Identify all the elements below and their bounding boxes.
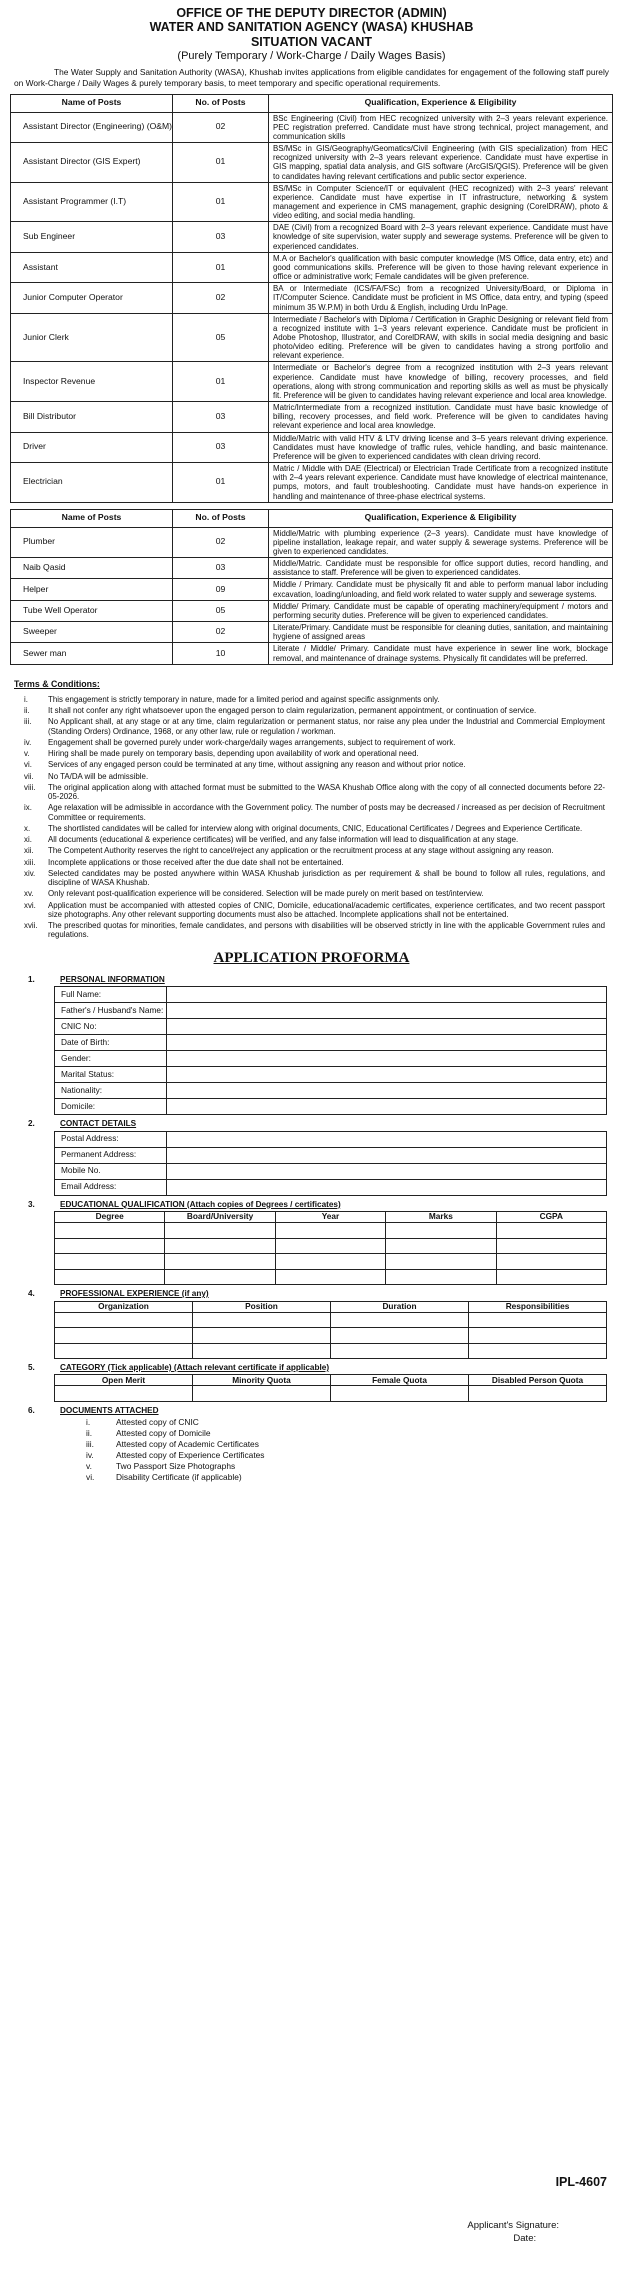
post-name: Helper [11,579,173,600]
grid-input-cell[interactable] [55,1386,193,1402]
table-row [11,222,613,252]
terms-item-number: xi. [24,835,32,845]
post-name: Tube Well Operator [11,600,173,621]
situation-vacant-title: SITUATION VACANT [250,34,373,49]
grid-input-cell[interactable] [193,1386,331,1402]
field-label: Gender: [55,1051,167,1067]
post-qualification: Literate / Middle/ Primary. Candidate must have experience in sewer line work, blockage removal, and maintenance of drainage systems. Physically fit candidates will be preferred. [269,643,613,664]
section-category [28,1363,607,1402]
post-count: 03 [173,222,269,252]
terms-item [10,717,613,736]
post-name: Sub Engineer [11,222,173,252]
table-row [11,463,613,503]
col-header-qualification: Qualification, Experience & Eligibility [269,94,613,112]
signature-label: Applicant's Signature: [467,2220,559,2231]
grid-column-header: Organization [55,1301,193,1312]
field-label: Full Name: [55,987,167,1003]
post-qualification: Matric / Middle with DAE (Electrical) or Electrician Trade Certificate from a recognized institute with 2–4 years relevant experience. Candidate must have knowledge of electrical maintenance, pumps, motors, and fault troubleshooting. Candidate must have hands-on experience in handling and maintenance of three-phase electrical systems. [269,463,613,503]
post-qualification: BA or Intermediate (ICS/FA/FSc) from a recognized University/Board, or Diploma in IT/Computer Science. Candidate must be proficient in MS Office, data entry, and typing (speed minimum 35 W.P.M) in both Urdu & English, including Urdu InPage. [269,283,613,313]
terms-item-number: xii. [24,846,34,856]
grid-column-header: Duration [331,1301,469,1312]
post-count: 01 [173,182,269,222]
section-title: DOCUMENTS ATTACHED [60,1405,159,1415]
form-row [55,987,607,1003]
intro-paragraph: The Water Supply and Sanitation Authority (WASA), Khushab invites applications from eligible candidates for engagement of the following staff purely on Work-Charge / Daily Wages & purely temporary basis, to meet temporary and specific operational requirements. [14,67,609,88]
terms-item [10,858,613,867]
post-qualification: BS/MSc in GIS/Geography/Geomatics/Civil Engineering (with GIS specialization) from HEC recognized university with 2–3 years relevant experience. Candidate must have expertise in GIS mapping, spatial data analysis, and GIS software (ArcGIS/QGIS). Preference will be given to candidates having relevant certifications and public sector experience. [269,143,613,183]
terms-item-number: iii. [24,717,32,727]
table-row [11,432,613,462]
field-label: Date of Birth: [55,1035,167,1051]
section-title: EDUCATIONAL QUALIFICATION (Attach copies of Degrees / certificates) [60,1199,341,1209]
terms-item-number: vii. [24,771,34,781]
grid-column-header: Position [193,1301,331,1312]
terms-item [10,824,613,833]
document-item-text: Attested copy of CNIC [116,1417,199,1428]
grid-input-cell[interactable] [55,1223,165,1239]
contact-details-table [54,1131,607,1196]
field-input[interactable] [167,1099,607,1115]
post-qualification: Matric/Intermediate from a recognized institution. Candidate must have basic knowledge of billing, recovery processes, and field work. Preference will be given to candidates having relevant experience and local area knowledge. [269,402,613,432]
field-label: Nationality: [55,1083,167,1099]
post-count: 02 [173,283,269,313]
post-count: 03 [173,558,269,579]
section-education [28,1200,607,1285]
personal-info-table [54,986,607,1115]
grid-input-cell[interactable] [386,1269,496,1285]
terms-item-text: Engagement shall be governed purely under work-charge/daily wages arrangements, subject to requirement of work. [48,737,456,747]
terms-item [10,772,613,781]
table-row [11,182,613,222]
post-name: Assistant Director (Engineering) (O&M) [11,112,173,142]
category-table [54,1374,607,1402]
section-number: 3. [28,1199,35,1209]
grid-input-cell[interactable] [386,1254,496,1270]
terms-item [10,738,613,747]
document-item-number: ii. [86,1428,93,1439]
terms-item [10,803,613,822]
document-item [86,1417,607,1428]
table-row [11,283,613,313]
grid-row [55,1254,607,1270]
grid-input-cell[interactable] [165,1238,275,1254]
grid-column-header: CGPA [496,1212,606,1223]
document-item-text: Attested copy of Domicile [116,1428,211,1439]
post-count: 02 [173,527,269,557]
grid-input-cell[interactable] [275,1238,385,1254]
table-row [11,313,613,362]
post-qualification: Intermediate or Bachelor's degree from a recognized institution with 2–3 years relevant experience. Candidate must have knowledge of billing, recovery processes, and field operations, along with strong communication and reporting skills as well as must be physically fit. Preference will be given to candidates having relevant experience and local area knowledge. [269,362,613,402]
grid-input-cell[interactable] [55,1328,193,1344]
field-input[interactable] [167,1051,607,1067]
terms-item-text: It shall not confer any right whatsoever upon the engaged person to claim regularization, permanent appointment, or continuation of service. [48,706,537,716]
terms-item-number: viii. [24,782,36,792]
agency-title: WATER AND SANITATION AGENCY (WASA) KHUSHAB [149,20,474,35]
grid-input-cell[interactable] [275,1254,385,1270]
grid-input-cell[interactable] [496,1254,606,1270]
grid-input-cell[interactable] [331,1328,469,1344]
post-name: Plumber [11,527,173,557]
grid-input-cell[interactable] [386,1238,496,1254]
field-label: Father's / Husband's Name: [55,1003,167,1019]
field-label: Permanent Address: [55,1147,167,1163]
grid-row [55,1312,607,1328]
terms-section [10,679,613,940]
post-count: 10 [173,643,269,664]
section-title: PROFESSIONAL EXPERIENCE (if any) [60,1289,209,1299]
terms-title: Terms & Conditions: [14,678,100,689]
grid-input-cell[interactable] [165,1223,275,1239]
terms-item [10,835,613,844]
terms-item-text: Selected candidates may be posted anywhere within WASA Khushab jurisdiction as per requirement & shall be bound to follow all rules, regulations, and discipline of WASA Khushab. [48,868,605,888]
terms-item [10,706,613,715]
field-label: Postal Address: [55,1131,167,1147]
post-count: 02 [173,622,269,643]
section-contact-details [28,1119,607,1195]
table-row [11,579,613,600]
terms-item-text: Hiring shall be made purely on temporary basis, depending upon availability of work and operational need. [48,749,419,759]
grid-input-cell[interactable] [469,1343,607,1359]
section-number: 4. [28,1289,35,1299]
grid-row [55,1386,607,1402]
post-name: Junior Computer Operator [11,283,173,313]
terms-item-number: vi. [24,760,32,770]
terms-item-text: Application must be accompanied with attested copies of CNIC, Domicile, educational/academic certificates, experience certificates, and two recent passport size photographs. Any other relevant supporting documents must also be attached. Incomplete applications shall not be entertained. [48,900,605,919]
field-input[interactable] [167,1131,607,1147]
form-row [55,1035,607,1051]
form-row [55,1067,607,1083]
terms-item [10,869,613,888]
form-row [55,1147,607,1163]
terms-item-text: The Competent Authority reserves the right to cancel/reject any application or the recruitment process at any stage without assigning any reason. [48,846,554,856]
document-item-text: Attested copy of Experience Certificates [116,1450,265,1461]
terms-item-number: iv. [24,737,32,747]
form-row [55,1163,607,1179]
section-title: CATEGORY (Tick applicable) (Attach relevant certificate if applicable) [60,1363,330,1372]
field-label: Mobile No. [55,1163,167,1179]
education-table [54,1211,607,1285]
field-input[interactable] [167,1163,607,1179]
posts-table-1 [10,94,613,503]
terms-item-text: Age relaxation will be admissible in accordance with the Government policy. The number of posts may be decreased / increased as per decision of Recruitment Committee or requirements. [48,803,605,822]
post-name: Assistant Programmer (I.T) [11,182,173,222]
field-input[interactable] [167,1147,607,1163]
grid-column-header: Responsibilities [469,1301,607,1312]
table-row [11,112,613,142]
grid-input-cell[interactable] [275,1269,385,1285]
grid-input-cell[interactable] [496,1223,606,1239]
form-row [55,1003,607,1019]
field-label: Domicile: [55,1099,167,1115]
terms-item-text: All documents (educational & experience certificates) will be verified, and any false information will lead to disqualification at any stage. [48,835,519,845]
document-item [86,1472,607,1483]
col-header-count: No. of Posts [173,94,269,112]
grid-input-cell[interactable] [469,1312,607,1328]
terms-item-text: This engagement is strictly temporary in nature, made for a limited period and against specific assignments only. [48,694,440,704]
table-row [11,402,613,432]
grid-header-row [55,1375,607,1386]
posts-table-2 [10,509,613,665]
grid-input-cell[interactable] [193,1343,331,1359]
grid-column-header: Degree [55,1212,165,1223]
grid-input-cell[interactable] [55,1343,193,1359]
terms-item [10,760,613,769]
post-count: 01 [173,143,269,183]
post-name: Assistant Director (GIS Expert) [11,143,173,183]
terms-item-number: ii. [24,706,30,716]
post-name: Driver [11,432,173,462]
post-count: 05 [173,600,269,621]
field-input[interactable] [167,1083,607,1099]
table-row [11,558,613,579]
post-name: Sweeper [11,622,173,643]
grid-column-header: Minority Quota [193,1375,331,1386]
terms-item-number: v. [24,749,30,759]
terms-item-number: xvi. [24,900,36,910]
grid-input-cell[interactable] [386,1223,496,1239]
terms-item-number: ix. [24,803,32,813]
col-header-qualification: Qualification, Experience & Eligibility [269,509,613,527]
section-documents [28,1406,607,1483]
section-title: PERSONAL INFORMATION [60,974,165,984]
post-qualification: DAE (Civil) from a recognized Board with 2–3 years relevant experience. Candidate must have knowledge of site supervision, water supply and sewerage systems. Preference will be given to experienced candidates. [269,222,613,252]
col-header-name: Name of Posts [11,509,173,527]
grid-input-cell[interactable] [275,1223,385,1239]
field-label: Marital Status: [55,1067,167,1083]
terms-item-number: i. [24,694,28,704]
post-count: 05 [173,313,269,362]
grid-column-header: Marks [386,1212,496,1223]
document-item-number: v. [86,1461,92,1472]
terms-item-number: x. [24,823,31,833]
form-row [55,1099,607,1115]
post-count: 01 [173,463,269,503]
post-qualification: BS/MSc in Computer Science/IT or equivalent (HEC recognized) with 2–3 years' relevant experience. Candidate must have expertise in IT infrastructure, networking & system management and experience in CMS management, graphic designing (CorelDRAW), photo & video editing, and social media handling. [269,182,613,222]
section-number: 1. [28,974,35,984]
post-qualification: Intermediate / Bachelor's with Diploma / Certification in Graphic Designing or relevant field from a recognized institute with 1–3 years relevant experience. Candidate must be proficient in Adobe Photoshop, Illustrator, and CorelDRAW, with skills in social media designing and basic photo/video editing. Preference will be given to candidates having a strong portfolio and relevant experience. [269,313,613,362]
grid-column-header: Year [275,1212,385,1223]
post-name: Naib Qasid [11,558,173,579]
document-item-text: Disability Certificate (if applicable) [116,1471,242,1482]
date-label: Date: [513,2232,537,2244]
post-qualification: M.A or Bachelor's qualification with basic computer knowledge (MS Office, data entry, etc) and good communications skills. Preference will be given to those having relevant experience in office or administrative work; Female candidates will be given preference. [269,252,613,282]
grid-input-cell[interactable] [55,1254,165,1270]
table-row [11,600,613,621]
grid-input-cell[interactable] [55,1238,165,1254]
table-row [11,527,613,557]
table-header-row [11,94,613,112]
grid-input-cell[interactable] [193,1312,331,1328]
document-item [86,1461,607,1472]
form-row [55,1131,607,1147]
field-label: CNIC No: [55,1019,167,1035]
document-item-number: iii. [86,1439,94,1450]
terms-item-text: No TA/DA will be admissible. [48,771,149,781]
ipl-number: IPL-4607 [555,2175,607,2189]
table-row [11,143,613,183]
terms-item-text: No Applicant shall, at any stage or at any time, claim regularization or permanent status, nor raise any plea under the Industrial and Commercial Employment (Standing Orders) Ordinance, 1968, or any other law, rule or regulation / workman. [48,717,605,736]
post-qualification: BSc Engineering (Civil) from HEC recognized university with 2–3 years relevant experience. PEC registration preferred. Candidate must have strong technical, project management, and communication skills [269,112,613,142]
table-row [11,643,613,664]
grid-input-cell[interactable] [496,1238,606,1254]
terms-item-number: xiii. [24,857,36,867]
terms-item-number: xvii. [24,921,38,931]
document-item-number: iv. [86,1450,94,1461]
terms-list [10,695,613,940]
field-input[interactable] [167,1035,607,1051]
post-name: Assistant [11,252,173,282]
terms-item [10,749,613,758]
field-input[interactable] [167,1179,607,1195]
grid-row [55,1343,607,1359]
signature-block [467,2220,559,2246]
field-input[interactable] [167,1067,607,1083]
grid-column-header: Board/University [165,1212,275,1223]
documents-list [86,1417,607,1483]
proforma-title: APPLICATION PROFORMA [213,949,410,966]
field-input[interactable] [167,987,607,1003]
grid-row [55,1223,607,1239]
grid-input-cell[interactable] [331,1312,469,1328]
terms-item [10,695,613,704]
experience-table [54,1301,607,1360]
terms-item-number: xv. [24,889,34,899]
post-count: 02 [173,112,269,142]
document-item [86,1450,607,1461]
post-count: 01 [173,362,269,402]
grid-input-cell[interactable] [469,1328,607,1344]
grid-input-cell[interactable] [469,1386,607,1402]
grid-input-cell[interactable] [331,1386,469,1402]
post-name: Sewer man [11,643,173,664]
grid-header-row [55,1212,607,1223]
grid-input-cell[interactable] [165,1269,275,1285]
document-item-number: vi. [86,1471,95,1482]
post-count: 09 [173,579,269,600]
grid-column-header: Open Merit [55,1375,193,1386]
grid-row [55,1269,607,1285]
terms-item-text: Only relevant post-qualification experience will be considered. Selection will be made purely on merit based on test/interview. [48,889,484,899]
document-item-text: Attested copy of Academic Certificates [116,1439,259,1450]
table-row [11,622,613,643]
post-count: 03 [173,402,269,432]
post-qualification: Literate/Primary. Candidate must be responsible for cleaning duties, sanitation, and maintaining hygiene of assigned areas [269,622,613,643]
col-header-name: Name of Posts [11,94,173,112]
terms-item [10,846,613,855]
grid-input-cell[interactable] [55,1312,193,1328]
post-name: Electrician [11,463,173,503]
office-title: OFFICE OF THE DEPUTY DIRECTOR (ADMIN) [176,6,447,20]
document-item [86,1439,607,1450]
terms-item [10,783,613,802]
grid-header-row [55,1301,607,1312]
section-number: 5. [28,1363,35,1372]
terms-item-text: Services of any engaged person could be terminated at any time, without assigning any reason and without prior notice. [48,760,466,770]
grid-row [55,1328,607,1344]
document-item [86,1428,607,1439]
grid-input-cell[interactable] [193,1328,331,1344]
terms-item-text: Incomplete applications or those received after the due date shall not be entertained. [48,857,344,867]
section-number: 2. [28,1119,35,1129]
field-input[interactable] [167,1003,607,1019]
terms-item [10,889,613,898]
grid-input-cell[interactable] [331,1343,469,1359]
col-header-count: No. of Posts [173,509,269,527]
form-row [55,1083,607,1099]
table-row [11,252,613,282]
section-experience [28,1289,607,1359]
section-personal-information [28,975,607,1115]
form-row [55,1051,607,1067]
grid-row [55,1238,607,1254]
grid-input-cell[interactable] [165,1254,275,1270]
document-item-text: Two Passport Size Photographs [116,1461,236,1472]
terms-item-text: The shortlisted candidates will be called for interview along with original documents, CNIC, Educational Certificates / Degrees and Experience Certificate. [48,823,583,833]
post-qualification: Middle / Primary. Candidate must be physically fit and able to perform manual labor including excavation, loading/unloading, and field work related to water supply and sewerage systems. [269,579,613,600]
post-name: Bill Distributor [11,402,173,432]
terms-item-text: The original application along with attached format must be submitted to the WASA Khushab Office along with the copy of all connected documents before 22-05-2026. [48,782,605,802]
document-item-number: i. [86,1417,91,1428]
post-name: Junior Clerk [11,313,173,362]
field-label: Email Address: [55,1179,167,1195]
grid-input-cell[interactable] [496,1269,606,1285]
post-count: 03 [173,432,269,462]
header [10,6,613,63]
form-row [55,1019,607,1035]
post-qualification: Middle/Matric with valid HTV & LTV driving license and 3–5 years relevant driving experience. Candidates must have knowledge of traffic rules, vehicle handling, and basic maintenance. Preference will be given to experienced candidates with clean driving record. [269,432,613,462]
grid-input-cell[interactable] [55,1269,165,1285]
terms-item-number: xiv. [24,868,36,878]
post-name: Inspector Revenue [11,362,173,402]
form-row [55,1179,607,1195]
section-title: CONTACT DETAILS [60,1119,137,1129]
table-header-row [11,509,613,527]
terms-item [10,901,613,920]
terms-item [10,921,613,940]
terms-item-text: The prescribed quotas for minorities, female candidates, and persons with disabilities will be observed strictly in line with the applicable Government rules and regulations. [48,921,605,940]
table-row [11,362,613,402]
grid-column-header: Disabled Person Quota [469,1375,607,1386]
basis-subtitle: (Purely Temporary / Work-Charge / Daily Wages Basis) [177,50,446,63]
post-count: 01 [173,252,269,282]
field-input[interactable] [167,1019,607,1035]
section-number: 6. [28,1405,35,1415]
post-qualification: Middle/Matric with plumbing experience (2–3 years). Candidate must have knowledge of pipeline installation, leakage repair, and water supply & sewerage systems. Preference will be given to experienced candidates. [269,527,613,557]
post-qualification: Middle/Matric. Candidate must be responsible for office support duties, record handling, and assistance to staff. Preference will be given to experienced candidates. [269,558,613,579]
grid-column-header: Female Quota [331,1375,469,1386]
post-qualification: Middle/ Primary. Candidate must be capable of operating machinery/equipment / motors and performing security duties. Preference will be given to experienced candidates. [269,600,613,621]
